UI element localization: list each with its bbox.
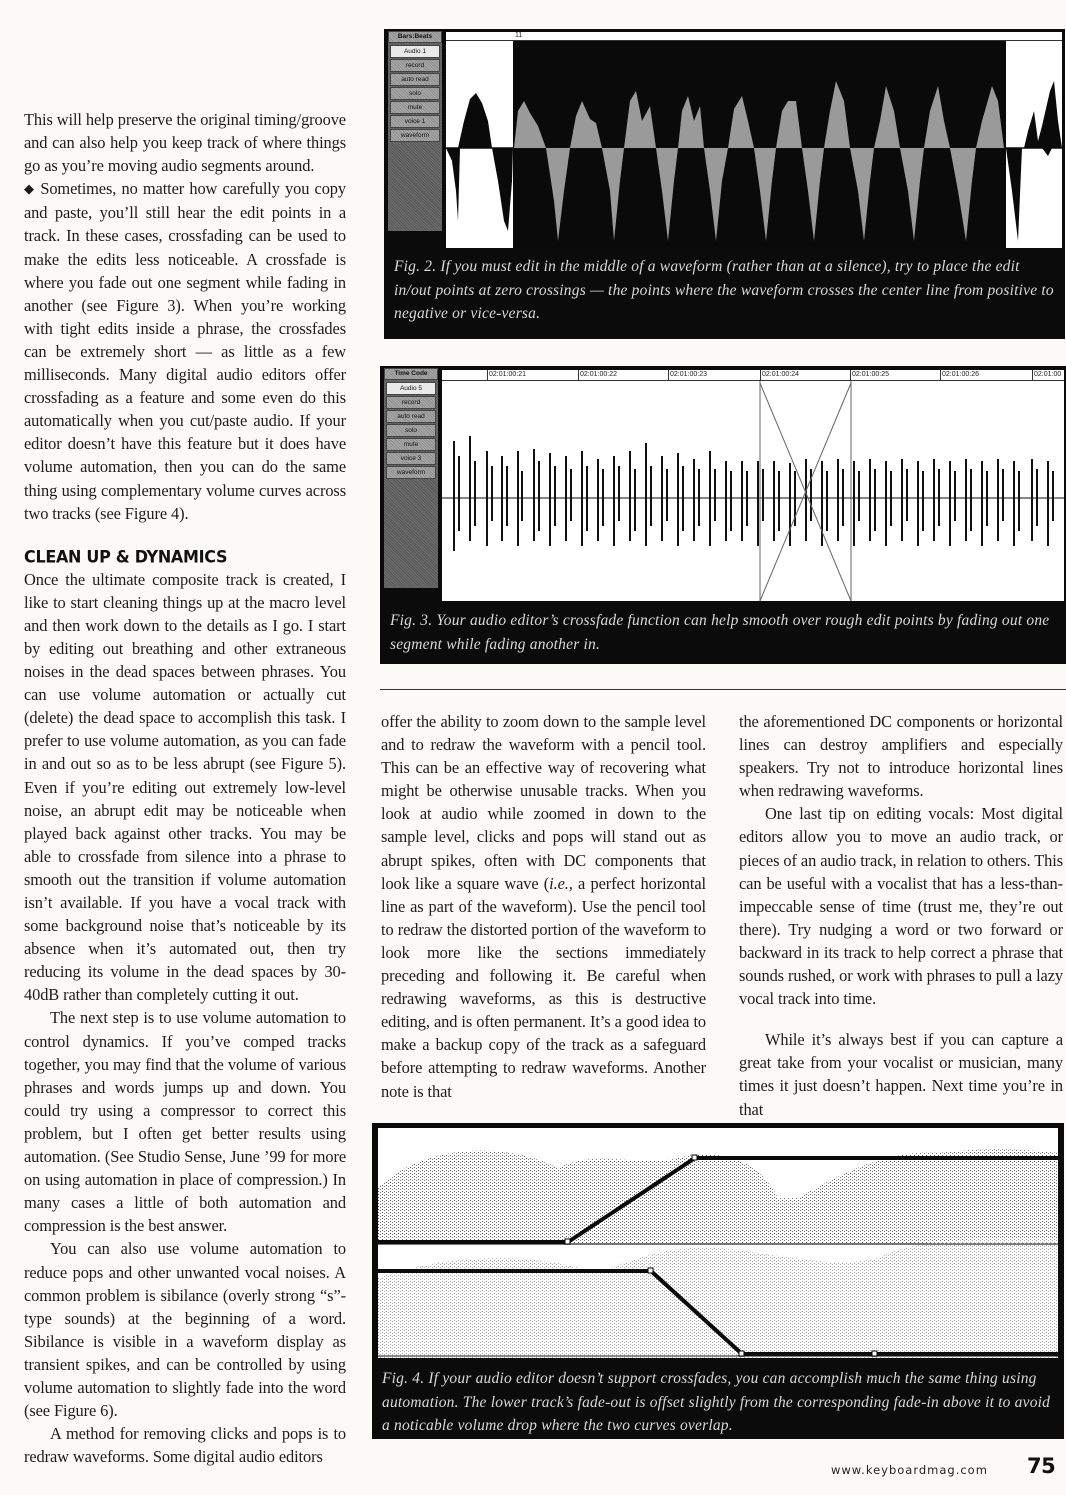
automation-node: [872, 1351, 877, 1356]
paragraph: the aforementioned DC components or horizontal lines can destroy amplifiers and especially speakers. Try not to introduce horizontal lines when redrawing waveforms.: [739, 712, 1063, 801]
voice-button[interactable]: voice 1: [390, 115, 440, 128]
timecode-tick: 02:01:00:23: [670, 371, 707, 378]
paragraph: This will help preserve the original timing/groove and can also help you keep track of where things go as you’re moving audio segments around.: [24, 110, 346, 176]
voice-button[interactable]: voice 3: [386, 452, 436, 465]
timecode-ruler[interactable]: [442, 370, 1064, 381]
automation-node: [692, 1155, 697, 1160]
timecode-tick: 02:01:00:22: [580, 371, 617, 378]
paragraph: The next step is to use volume automation to control dynamics. If you’ve comped tracks together, you may find that the volume of various phrases and words jumps up and down. You could try using a compressor to correct this problem, but I often get better results using automation. (See Studio Sense, June ’99 for more on using automation in place of compression.) In many cases a little of both automation and compression is the best answer.: [24, 1008, 346, 1236]
solo-button[interactable]: solo: [390, 87, 440, 100]
waveform-display[interactable]: [442, 381, 1064, 601]
waveform-button[interactable]: waveform: [386, 466, 436, 479]
waveform-button[interactable]: waveform: [390, 129, 440, 142]
automation-node: [565, 1239, 570, 1244]
waveform-graphic: [442, 381, 1064, 601]
article-column-middle: [381, 710, 706, 1103]
article-column-left: [24, 108, 346, 1468]
auto-read-button[interactable]: auto read: [390, 73, 440, 86]
figure-caption: Fig. 4. If your audio editor doesn’t support crossfades, you can accomplish much the same thing using automation. The lower track’s fade-out is offset slightly from the corresponding fade-in above it to avoid a noticable volume drop where the two curves overlap.: [382, 1370, 1051, 1434]
paragraph: offer the ability to zoom down to the sample level and to redraw the waveform with a pencil tool. This can be an effective way of recovering what might be otherwise unusable tracks. When you look at audio while zoomed in down to the sample level, clicks and pops will stand out as abrupt spikes, often with DC components that look like a square wave (i.e., a perfect horizontal line as part of the waveform). Use the pencil tool to redraw the distorted portion of the waveform to look more like the sections immediately preceding and following it. Be careful when redrawing waveforms, as this is destructive editing, and is often permanent. It’s a good idea to make a backup copy of the track as a safeguard before attempting to redraw waveforms. Another note is that: [381, 712, 706, 1101]
ruler-header-button[interactable]: Time Code: [384, 368, 438, 380]
waveform-display[interactable]: [446, 41, 1062, 248]
automation-display[interactable]: [378, 1128, 1058, 1358]
page-number: 75: [1027, 1454, 1056, 1478]
automation-graphic: [378, 1128, 1058, 1358]
track-name-button[interactable]: Audio 1: [390, 45, 440, 58]
record-button[interactable]: record: [386, 396, 436, 409]
paragraph: One last tip on editing vocals: Most digital editors allow you to move an audio track, or pieces of an audio track, in relation to others. This can be useful with a vocalist that has a less-than-impeccable sense of time (trust me, they’re out there). Try nudging a word or two forward or backward in its track to help correct a phrase that sounds rushed, or work with phrases to pull a lazy vocal track into time.: [739, 804, 1063, 1009]
record-button[interactable]: record: [390, 59, 440, 72]
bar-marker: 11: [515, 32, 523, 39]
timecode-tick: 02:01:00:21: [489, 371, 526, 378]
timecode-tick: 02:01:00:26: [942, 371, 979, 378]
diamond-bullet-icon: ◆: [24, 181, 36, 197]
track-control-panel: [384, 368, 438, 588]
waveform-graphic: [446, 41, 1062, 248]
section-heading: CLEAN UP & DYNAMICS: [24, 546, 228, 567]
paragraph: A method for removing clicks and pops is to redraw waveforms. Some digital audio editors: [24, 1424, 346, 1467]
paragraph: Once the ultimate composite track is created, I like to start cleaning things up at the macro level and then work down to the details as I go. I start by editing out breathing and other extraneous noises in the dead spaces between phrases. You can use volume automation or actually cut (delete) the dead space to accomplish this task. I prefer to use volume automation, as you can fade in and out so as to be less abrupt (see Figure 5). Even if you’re editing out extremely low-level noise, an abrupt edit may be noticeable when played back against other tracks. You may be able to crossfade from silence into a phrase to smooth out the transition if volume automation isn’t available. If you have a vocal track with some background noise that’s noticeable by its absence when it’s automated out, then try reducing its volume in the dead spaces by 30-40dB rather than completely cutting it out.: [24, 569, 346, 1005]
figure-3: [380, 366, 1066, 664]
mute-button[interactable]: mute: [386, 438, 436, 451]
ruler-header-button[interactable]: Bars:Beats: [388, 31, 442, 43]
divider: [380, 689, 1066, 690]
automation-node: [648, 1268, 653, 1273]
timeline-ruler[interactable]: [446, 32, 1062, 41]
paragraph: ◆ Sometimes, no matter how carefully you copy and paste, you’ll still hear the edit points in a track. In these cases, crossfading can be used to make the edits less noticeable. A crossfade is where you fade out one segment while fading in another (see Figure 3). When you’re working with tight edits inside a phrase, the crossfades can be extremely short — as little as a few milliseconds. Many digital audio editors offer crossfading as a feature and some even do this automatically when you cut/paste audio. If your editor doesn’t have this feature but it does have volume automation, then you can do the same thing using complementary volume curves across two tracks (see Figure 4).: [24, 179, 346, 523]
figure-caption: Fig. 2. If you must edit in the middle of a waveform (rather than at a silence), try to place the edit in/out points at zero crossings — the points where the waveform crosses the center line from positive to negative or vice-versa.: [394, 258, 1054, 322]
figure-4: [372, 1123, 1064, 1439]
track-name-button[interactable]: Audio 5: [386, 382, 436, 395]
timecode-tick: 02:01:00:24: [762, 371, 799, 378]
mute-button[interactable]: mute: [390, 101, 440, 114]
track-control-panel: [388, 31, 442, 231]
solo-button[interactable]: solo: [386, 424, 436, 437]
automation-node: [739, 1351, 744, 1356]
figure-2: [384, 29, 1065, 339]
auto-read-button[interactable]: auto read: [386, 410, 436, 423]
paragraph: While it’s always best if you can capture a great take from your vocalist or musician, many times it just doesn’t happen. Next time you’re in that: [739, 1030, 1063, 1119]
paragraph: You can also use volume automation to reduce pops and other unwanted vocal noises. A common problem is sibilance (overly strong “s”-type sounds) at the beginning of a word. Sibilance is visible in a waveform display as transient spikes, and can be controlled by using volume automation to slightly fade into the word (see Figure 6).: [24, 1239, 346, 1421]
article-column-right: [739, 710, 1063, 1121]
figure-caption: Fig. 3. Your audio editor’s crossfade function can help smooth over rough edit points by fading out one segment while fading another in.: [390, 612, 1050, 653]
timecode-tick: 02:01:00: [1034, 371, 1062, 378]
magazine-url[interactable]: www.keyboardmag.com: [831, 1463, 988, 1477]
timecode-tick: 02:01:00:25: [852, 371, 889, 378]
